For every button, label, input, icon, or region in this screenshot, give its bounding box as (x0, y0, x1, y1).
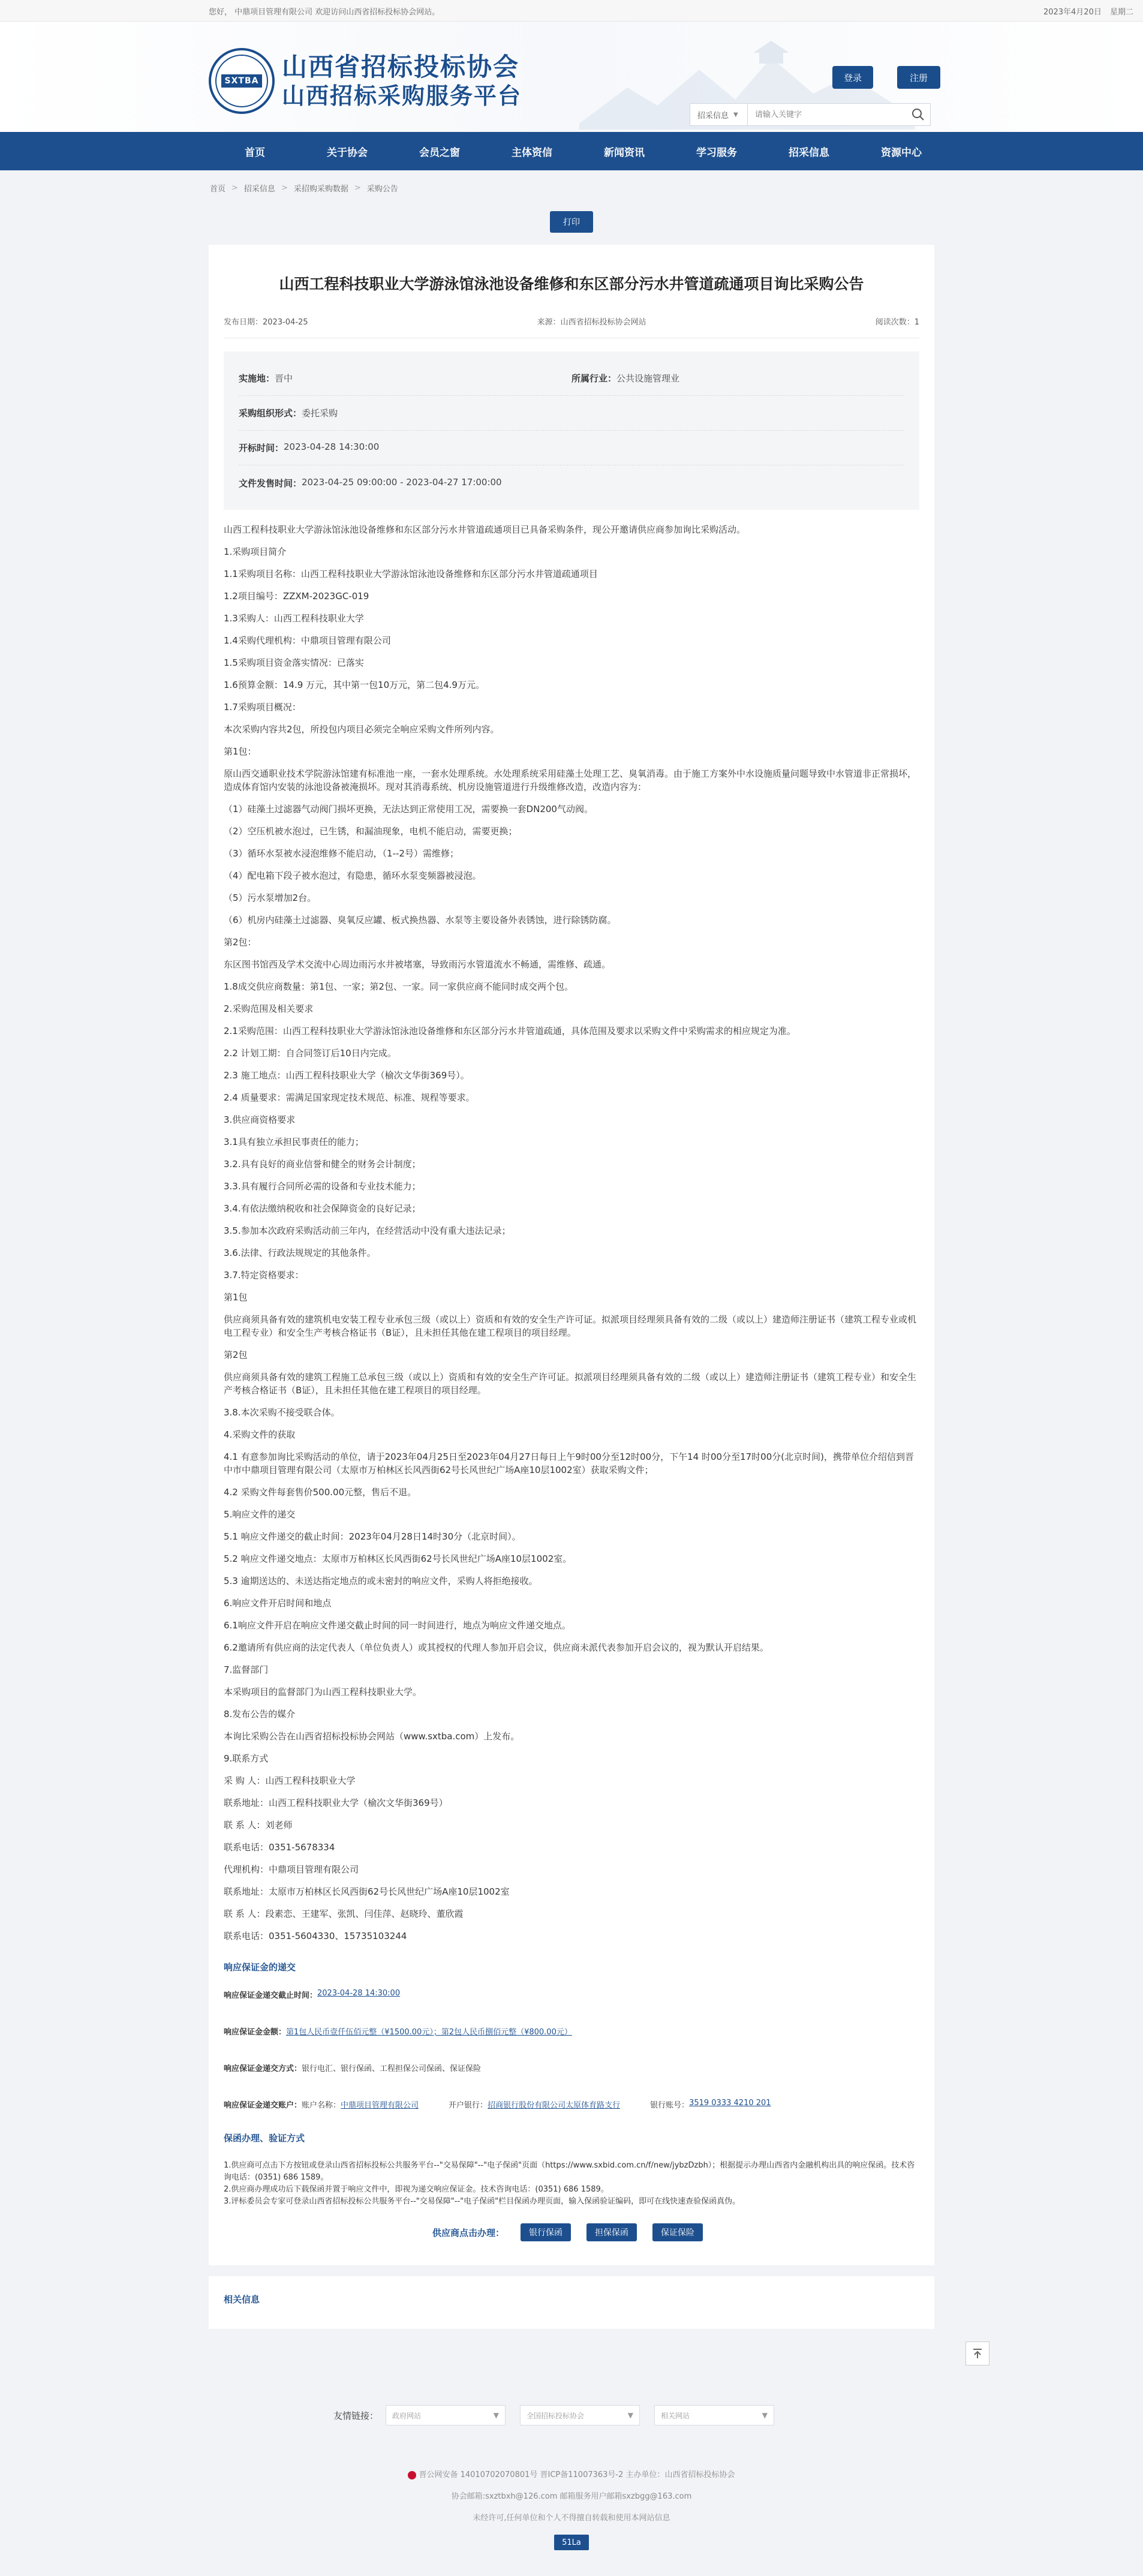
nav-item-learning[interactable]: 学习服务 (696, 146, 737, 159)
article-paragraph: （1）硅藻土过滤器气动阀门损坏更换，无法达到正常使用工况，需要换一套DN200气动阀。 (224, 804, 593, 814)
related-info (209, 2276, 934, 2329)
police-badge-icon (408, 2471, 416, 2479)
article-paragraph: 联 系 人：段素恋、王建军、张凯、闫佳萍、赵晓玲、董欣霞 (224, 1908, 464, 1919)
article-paragraph: 8.发布公告的媒介 (224, 1709, 296, 1720)
article-paragraph: 东区图书馆西及学术交流中心周边雨污水井被堵塞，导致雨污水管道流水不畅通，需维修、疏通。 (224, 959, 611, 970)
login-button[interactable]: 登录 (832, 66, 873, 89)
article-source: 山西省招标投标协会网站 (560, 318, 646, 327)
article-paragraph: 本采购项目的监督部门为山西工程科技职业大学。 (224, 1687, 422, 1697)
stats-badge[interactable]: 51La (554, 2535, 589, 2550)
article-paragraph: 第1包 (224, 1292, 248, 1303)
chevron-down-icon: ▼ (627, 2411, 634, 2419)
sale-time-value: 2023-04-25 09:00:00 - 2023-04-27 17:00:00 (302, 476, 502, 488)
publish-date: 2023-04-25 (263, 318, 308, 327)
article-paragraph: 联系地址：太原市万柏林区长风西街62号长风世纪广场A座10层1002室 (224, 1886, 510, 1897)
article-paragraph: 本询比采购公告在山西省招标投标协会网站（www.sxtba.com）上发布。 (224, 1731, 520, 1742)
bail-actions-label: 供应商点击办理： (432, 2227, 504, 2238)
article-paragraph: 3.7.特定资格要求： (224, 1270, 304, 1281)
article-paragraph: 3.8.本次采购不接受联合体。 (224, 1407, 340, 1418)
back-to-top-icon[interactable] (965, 2341, 989, 2365)
bank-guarantee-button[interactable]: 银行保函 (521, 2223, 571, 2241)
article-paragraph: 2.1采购范围：山西工程科技职业大学游泳馆泳池设备维修和东区部分污水井管道疏通，具体范围及要求以采购文件中采购需求的相应规定为准。 (224, 1026, 796, 1036)
related-title: 相关信息 (224, 2294, 260, 2305)
article-paragraph: （3）循环水泵被水浸泡维修不能启动，（1--2号）需维修； (224, 848, 459, 859)
article-paragraph: 1.5采购项目资金落实情况：已落实 (224, 657, 364, 668)
article-paragraph: 原山西交通职业技术学院游泳馆建有标准池一座，一套水处理系统。水处理系统采用硅藻土处理工艺、臭氧消毒。由于施工方案外中水设施质量问题导致中水管道非正常损坏，造成体育馆内安装的泳池设备被淹损坏。现对其消毒系统、机房设施管道进行升级维修改造，改造内容为： (224, 768, 917, 792)
bank-name: 招商银行股份有限公司太原体育路支行 (488, 2101, 621, 2110)
search-bar (690, 103, 931, 126)
article-paragraph: 2.2 计划工期：自合同签订后10日内完成。 (224, 1048, 396, 1059)
deposit-ways-row: 响应保证金递交方式： 银行电汇、银行保函、工程担保公司保函、保证保险 (224, 2062, 919, 2073)
weekday-text: 星期二 (1109, 7, 1133, 17)
method-value: 委托采购 (302, 408, 338, 419)
article-paragraph: 5.3 逾期送达的、未送达指定地点的或未密封的响应文件，采购人将拒绝接收。 (224, 1576, 538, 1586)
date-text: 2023年4月20日 (1043, 7, 1102, 17)
article-paragraph: 第2包： (224, 937, 257, 948)
article-paragraph: 1.3采购人：山西工程科技职业大学 (224, 613, 364, 624)
deposit-account-row: 响应保证金递交账户： 账户名称： 中鼎项目管理有限公司 开户银行： 招商银行股份有限公司太原体育路支行 银行账号： 3519 0333 4210 201 (224, 2099, 771, 2110)
association-seal-icon: SXTBA (209, 48, 275, 114)
bail-actions (224, 2223, 919, 2241)
nav-item-credit[interactable]: 主体资信 (512, 146, 552, 159)
article-paragraph: 1.8成交供应商数量：第1包、一家；第2包、一家。同一家供应商不能同时成交两个包。 (224, 981, 573, 992)
article-paragraph: 第1包： (224, 746, 257, 757)
deposit-deadline-row: 响应保证金递交截止时间： 2023-04-28 14:30:00 (224, 1989, 401, 2000)
logo-line-2: 山西招标采购服务平台 (282, 83, 522, 109)
nav-item-procurement[interactable]: 招采信息 (789, 146, 829, 159)
breadcrumb-category[interactable]: 采招购采购数据 (293, 184, 348, 194)
article-paragraph: （5）污水泵增加2台。 (224, 892, 317, 903)
article-paragraph: 3.1具有独立承担民事责任的能力； (224, 1137, 364, 1147)
article-paragraph: 3.3.具有履行合同所必需的设备和专业技术能力； (224, 1181, 421, 1192)
article-paragraph: 供应商须具备有效的建筑工程施工总承包三级（或以上）资质和有效的安全生产许可证。拟派项目经理须具备有效的二级（或以上）建造师注册证书（建筑工程专业）和安全生产考核合格证书（B证），且未担任其他在建工程项目的项目经理。 (224, 1372, 917, 1396)
guarantee-letter-button[interactable]: 担保保函 (586, 2223, 637, 2241)
bail-instructions: 1.供应商可点击下方按钮或登录山西省招标投标公共服务平台--"交易保障"--"电子保函"页面（https://www.sxbid.com.cn/f/new/jybzDzbh）；根据提示办理山西省内金融机构出具的响应保函。技术咨询电话：(0351) 686 1589。 2.供应商办理成功后下载保函并置于响应文件中，即视为递交响应保证金。技术咨询电话：(0351) 686 1589。 3.评标委员会专家可登录山西省招标投标公共服务平台--"交易保障"--"电子保函"栏目保函办理页面，输入保函验证编码，即可在线快速查验保函真伪。 (224, 2161, 915, 2206)
article-paragraph: 联系地址：山西工程科技职业大学（榆次文华街369号） (224, 1798, 448, 1808)
article-paragraph: 3.6.法律、行政法规规定的其他条件。 (224, 1248, 376, 1258)
article-paragraph: 1.6预算金额：14.9 万元，其中第一包10万元，第二包4.9万元。 (224, 680, 485, 690)
deposit-deadline: 2023-04-28 14:30:00 (317, 1989, 401, 1998)
links-label: 友情链接： (333, 2410, 379, 2421)
chevron-down-icon: ▼ (762, 2411, 768, 2419)
open-time-value: 2023-04-28 14:30:00 (284, 441, 380, 452)
links-select-association[interactable]: 全国招标投标协会 ▼ (520, 2405, 640, 2425)
search-input[interactable] (748, 104, 906, 125)
article-paragraph: 4.1 有意参加询比采购活动的单位，请于2023年04月25日至2023年04月27日每日上午9时00分至12时00分，下午14 时00分至17时00分(北京时间)，携带单位介绍信到晋中市中鼎项目管理有限公司（太原市万柏林区长风西街62号长风世纪广场A座10层1002室）获取采购文件； (224, 1451, 914, 1475)
breadcrumb-home[interactable]: 首页 (210, 184, 226, 194)
nav-item-resources[interactable]: 资源中心 (881, 146, 922, 159)
article-paragraph: （4）配电箱下段子被水泡过，有隐患，循环水泵变频器被浸泡。 (224, 870, 482, 881)
article-paragraph: 2.3 施工地点：山西工程科技职业大学（榆次文华街369号）。 (224, 1070, 470, 1081)
article-paragraph: 1.采购项目简介 (224, 546, 287, 557)
nav-item-home[interactable]: 首页 (245, 146, 265, 159)
register-button[interactable]: 注册 (897, 66, 940, 89)
article-paragraph: 7.监督部门 (224, 1664, 269, 1675)
nav-item-about[interactable]: 关于协会 (327, 146, 368, 159)
region-value: 晋中 (275, 373, 293, 384)
page-title: 山西工程科技职业大学游泳馆泳池设备维修和东区部分污水井管道疏通项目询比采购公告 (279, 275, 864, 293)
search-category-select[interactable]: 招采信息 ▼ (690, 104, 748, 125)
article-paragraph: 9.联系方式 (224, 1753, 269, 1764)
article-paragraph: 1.1采购项目名称：山西工程科技职业大学游泳馆泳池设备维修和东区部分污水井管道疏通项目 (224, 569, 598, 579)
links-select-related[interactable]: 相关网站 ▼ (654, 2405, 774, 2425)
article-paragraph: 2.4 质量要求：需满足国家现定技术规范、标准、规程等要求。 (224, 1092, 475, 1103)
chevron-down-icon: ▼ (493, 2411, 500, 2419)
deposit-section-title: 响应保证金的递交 (224, 1962, 296, 1973)
article-paragraph: 3.4.有依法缴纳税收和社会保障资金的良好记录； (224, 1203, 421, 1214)
industry-value: 公共设施管理业 (616, 373, 680, 384)
article-paragraph: 5.响应文件的递交 (224, 1509, 296, 1520)
footer (0, 2470, 1143, 2576)
logo-line-1: 山西省招标投标协会 (282, 52, 520, 82)
article-paragraph: 5.1 响应文件递交的截止时间：2023年04月28日14时30分（北京时间）。 (224, 1531, 521, 1542)
article-body (224, 523, 919, 1943)
article-paragraph: 6.2邀请所有供应商的法定代表人（单位负责人）或其授权的代理人参加开启会议，供应商未派代表参加开启会议的，视为默认开启结果。 (224, 1642, 769, 1653)
breadcrumb-procurement[interactable]: 招采信息 (243, 184, 275, 194)
article-paragraph: 采 购 人：山西工程科技职业大学 (224, 1775, 356, 1786)
article-paragraph: 联系电话：0351-5604330、15735103244 (224, 1931, 407, 1941)
article-paragraph: 1.2项目编号：ZZXM-2023GC-019 (224, 591, 369, 602)
welcome-text: 您好， 中鼎项目管理有限公司 欢迎访问山西省招标投标协会网站。 (209, 7, 440, 17)
article-paragraph: 本次采购内容共2包，所投包内项目必须完全响应采购文件所列内容。 (224, 724, 500, 735)
article-paragraph: 3.2.具有良好的商业信誉和健全的财务会计制度； (224, 1159, 421, 1170)
article-paragraph: 联 系 人：刘老师 (224, 1820, 293, 1830)
article-paragraph: 第2包 (224, 1349, 248, 1360)
deposit-amount: 第1包人民币壹仟伍佰元整（¥1500.00元）；第2包人民币捌佰元整（¥800.00元） (286, 2028, 572, 2037)
article-paragraph: 4.采购文件的获取 (224, 1429, 296, 1440)
friendly-links (0, 2405, 1143, 2425)
article-paragraph: 6.1响应文件开启在响应文件递交截止时间的同一时间进行，地点为响应文件递交地点。 (224, 1620, 571, 1631)
breadcrumb: 首页 > 招采信息 > 采招购采购数据 > 采购公告 (210, 183, 398, 194)
article-paragraph: 2.采购范围及相关要求 (224, 1003, 314, 1014)
article-paragraph: 1.4采购代理机构：中鼎项目管理有限公司 (224, 635, 391, 646)
deposit-ways: 银行电汇、银行保函、工程担保公司保函、保证保险 (302, 2064, 482, 2073)
bail-section-title: 保函办理、验证方式 (224, 2133, 305, 2144)
article-paragraph: 5.2 响应文件递交地点：太原市万柏林区长风西街62号长风世纪广场A座10层1002室。 (224, 1553, 572, 1564)
footer-copyright: 未经许可,任何单位和个人不得擅自转载和使用本网站信息 (473, 2514, 670, 2523)
article-paragraph: 山西工程科技职业大学游泳馆泳池设备维修和东区部分污水井管道疏通项目已具备采购条件，现公开邀请供应商参加询比采购活动。 (224, 524, 746, 535)
account-number: 3519 0333 4210 201 (689, 2099, 771, 2108)
topbar (0, 0, 1143, 22)
article-paragraph: 代理机构：中鼎项目管理有限公司 (224, 1864, 359, 1875)
article-paragraph: 3.供应商资格要求 (224, 1114, 296, 1125)
header (0, 22, 1143, 132)
links-select-government[interactable]: 政府网站 ▼ (386, 2405, 506, 2425)
article-paragraph: 4.2 采购文件每套售价500.00元整，售后不退。 (224, 1487, 417, 1498)
nav-item-news[interactable]: 新闻资讯 (604, 146, 645, 159)
article-paragraph: （6）机房内硅藻土过滤器、臭氧反应罐、板式换热器、水泵等主要设备外表锈蚀，进行除锈防腐。 (224, 915, 616, 925)
nav-item-members[interactable]: 会员之窗 (419, 146, 460, 159)
footer-email: 协会邮箱:sxztbxh@126.com 邮箱服务用户邮箱sxzbgg@163.com (451, 2492, 692, 2501)
deposit-amount-row: 响应保证金金额： 第1包人民币壹仟伍佰元整（¥1500.00元）；第2包人民币捌佰元整（¥800.00元） (224, 2025, 919, 2037)
article-paragraph: （2）空压机被水泡过，已生锈，和漏油现象，电机不能启动，需要更换； (224, 826, 518, 837)
article-paragraph: 3.5.参加本次政府采购活动前三年内，在经营活动中没有重大违法记录； (224, 1225, 511, 1236)
search-icon[interactable] (906, 104, 930, 125)
footer-record: 晋公网安备 14010702070801号 晋ICP备11007363号-2 主办单位：山西省招标投标协会 (419, 2470, 735, 2479)
article-paragraph: 6.响应文件开启时间和地点 (224, 1598, 332, 1609)
print-button[interactable]: 打印 (550, 211, 593, 233)
article-meta: 发布日期：2023-04-25 来源：山西省招标投标协会网站 阅读次数：1 (224, 315, 919, 338)
breadcrumb-current: 采购公告 (366, 184, 398, 194)
article-paragraph: 1.7采购项目概况： (224, 702, 301, 713)
article-paragraph: 联系电话：0351-5678334 (224, 1842, 335, 1853)
view-count: 1 (914, 318, 919, 327)
site-logo[interactable] (209, 48, 522, 114)
chevron-down-icon: ▼ (733, 111, 738, 118)
project-info-box: 实施地： 晋中 所属行业： 公共设施管理业 采购组织形式： 委托采购 开标时间： 2023-04-28 14:30:00 文件发售时间： 2023-04-25 09:00:00 - 2023-04-27 17:00:00 (224, 351, 919, 510)
insurance-button[interactable]: 保证保险 (652, 2223, 703, 2241)
article-paragraph: 供应商须具备有效的建筑机电安装工程专业承包三级（或以上）资质和有效的安全生产许可证。拟派项目经理须具备有效的二级（或以上）建造师注册证书（建筑工程专业或机电工程专业）和安全生产考核合格证书（B证），且未担任其他在建工程项目的项目经理。 (224, 1314, 917, 1338)
account-name: 中鼎项目管理有限公司 (341, 2101, 419, 2110)
article-card (209, 245, 934, 2265)
main-nav (0, 132, 1143, 170)
